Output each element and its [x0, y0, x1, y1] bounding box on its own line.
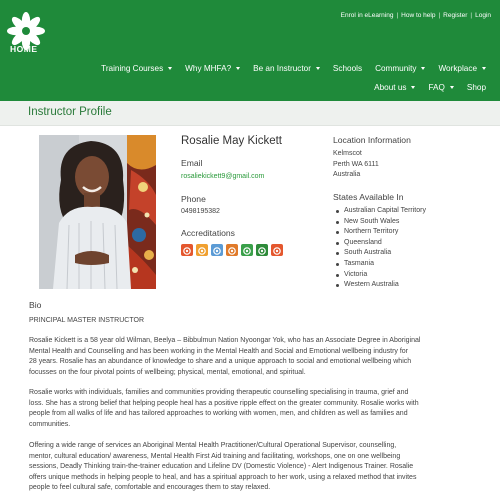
- site-header: [0, 0, 500, 101]
- list-item: Tasmania: [333, 259, 426, 270]
- how-to-help-link[interactable]: How to help: [401, 12, 436, 19]
- login-link[interactable]: Login: [475, 12, 491, 19]
- nav-schools[interactable]: Schools: [332, 64, 363, 73]
- nav-be-an-instructor[interactable]: Be an Instructor: [253, 64, 320, 73]
- chevron-down-icon: [168, 67, 172, 70]
- states-list: [333, 206, 426, 291]
- accreditation-badges: [181, 244, 283, 256]
- bio-heading: Bio: [29, 300, 42, 310]
- accreditations-label: Accreditations: [181, 228, 235, 238]
- location-suburb: Kelmscot: [333, 150, 362, 157]
- top-utility-links: Enrol in eLearning | How to help | Register | Login: [340, 12, 491, 19]
- chevron-down-icon: [236, 67, 240, 70]
- nav-shop[interactable]: Shop: [466, 83, 486, 92]
- chevron-down-icon: [421, 67, 425, 70]
- location-info: [333, 149, 379, 181]
- nav-why-mhfa[interactable]: Why MHFA?: [185, 64, 240, 73]
- nav-about-us[interactable]: About us: [374, 83, 415, 92]
- list-item: New South Wales: [333, 217, 426, 228]
- phone-value: 0498195382: [181, 208, 220, 215]
- chevron-down-icon: [411, 86, 415, 89]
- email-label: Email: [181, 158, 203, 168]
- instructor-photo-image: [39, 135, 156, 289]
- accreditation-badge-icon[interactable]: [211, 244, 223, 256]
- location-label: Location Information: [333, 135, 411, 145]
- accreditation-badge-icon[interactable]: [181, 244, 193, 256]
- nav-training-courses[interactable]: Training Courses: [101, 64, 172, 73]
- accreditation-badge-icon[interactable]: [256, 244, 268, 256]
- accreditation-badge-icon[interactable]: [271, 244, 283, 256]
- main-nav-row-1: [88, 64, 486, 73]
- chevron-down-icon: [482, 67, 486, 70]
- accreditation-badge-icon[interactable]: [226, 244, 238, 256]
- bio-paragraph-1: Rosalie Kickett is a 58 year old Wilman, Beelya – Bibbulmun Nation Nyoongar Yok, who has an Associate Degree in Aboriginal Mental Health and Counselling and has been working in the Mental Health and Social and Emotional wellbeing industry for 28 years. Rosalie has an abundance of knowledge to share and a unique approach to social and emotional wellbeing which focusses on the four pivotal points of wellbeing; physical, mental, emotional, and spiritual.: [29, 337, 421, 376]
- home-link[interactable]: HOME: [10, 44, 38, 54]
- list-item: Australian Capital Territory: [333, 206, 426, 217]
- chevron-down-icon: [316, 67, 320, 70]
- accreditation-badge-icon[interactable]: [196, 244, 208, 256]
- bio-paragraph-3: Offering a wide range of services an Aboriginal Mental Health Practitioner/Cultural Operational Supervisor, counselling, mentor, cultural education/ awareness, Mental Health First Aid training and facilitating, workshops, one on one wellbeing sessions, Deadly Thinking train-the-trainer education and Lifeline DV (Domestic Violence) - Alert Indigenous Trainer. Rosalie offers unique methods in helping people to heal, and has a spiritual approach to her work, using a relaxed method that invites people to feel cultural safe, comfortable and encourages them to stay relaxed.: [29, 442, 417, 492]
- instructor-photo: [39, 135, 156, 289]
- bio-paragraph-2: Rosalie works with individuals, families and communities providing therapeutic counselling specialising in trauma, grief and loss. She has a strong belief that helping people heal has a positive ripple effect on the greater community. Rosalie works with people from all walks of life and has tailored approaches to working with women, men, and children as well as families and communities.: [29, 389, 419, 428]
- location-country: Australia: [333, 171, 361, 179]
- instructor-name: Rosalie May Kickett: [181, 135, 282, 147]
- states-label: States Available In: [333, 192, 404, 202]
- location-city: Perth WA 6111: [333, 160, 379, 168]
- list-item: Western Australia: [333, 280, 426, 291]
- list-item: Victoria: [333, 270, 426, 281]
- phone-label: Phone: [181, 194, 206, 204]
- main-nav-row-2: [361, 83, 486, 92]
- list-item: South Australia: [333, 248, 426, 259]
- enrol-elearning-link[interactable]: Enrol in eLearning: [340, 12, 394, 19]
- accreditation-badge-icon[interactable]: [241, 244, 253, 256]
- page-title-bar: [0, 101, 500, 126]
- email-link[interactable]: rosaliekickett9@gmail.com: [181, 173, 265, 180]
- list-item: Queensland: [333, 238, 426, 249]
- nav-faq[interactable]: FAQ: [428, 83, 453, 92]
- list-item: Northern Territory: [333, 227, 426, 238]
- page-title: Instructor Profile: [28, 106, 112, 118]
- nav-community[interactable]: Community: [375, 64, 425, 73]
- register-link[interactable]: Register: [443, 12, 468, 19]
- bio-role: PRINCIPAL MASTER INSTRUCTOR: [29, 317, 144, 324]
- nav-workplace[interactable]: Workplace: [438, 64, 486, 73]
- chevron-down-icon: [450, 86, 454, 89]
